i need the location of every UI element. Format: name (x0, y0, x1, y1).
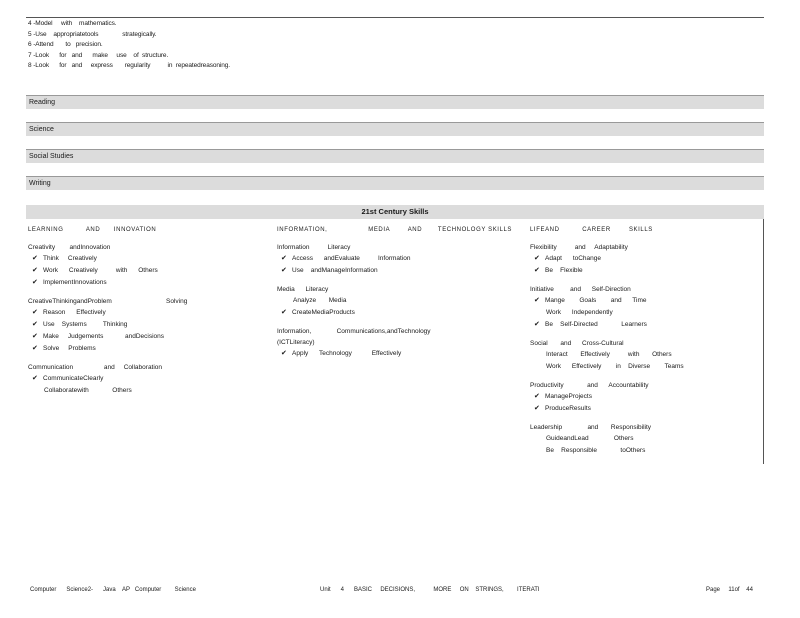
column-title: INFORMATION, MEDIA AND TECHNOLOGY SKILLS (277, 227, 513, 233)
skills-header: 21st Century Skills (26, 205, 764, 219)
skills-column-information (277, 224, 522, 367)
skill-group (530, 380, 760, 415)
skill-item (28, 319, 268, 331)
skill-item (530, 319, 760, 331)
skill-group (530, 284, 760, 331)
skill-item-text: Be Self-Directed Learners (545, 321, 647, 328)
skill-item (277, 265, 522, 277)
skill-item (28, 307, 268, 319)
practice-line: 7 -Look for and make use of structure. (28, 51, 169, 59)
checkmark-icon: ✔ (534, 267, 540, 274)
skill-group-title: Communication and Collaboration (28, 364, 163, 371)
checkmark-icon: ✔ (281, 267, 287, 274)
skill-item-text: CommunicateClearly (43, 375, 104, 382)
skill-item (28, 385, 268, 397)
skill-item (28, 253, 268, 265)
section-bar: Reading (26, 95, 764, 109)
checkmark-icon: ✔ (281, 309, 287, 316)
skill-item-text: Work Independently (546, 309, 613, 316)
skill-group (530, 422, 760, 457)
skill-item-text: Solve Problems (43, 345, 96, 352)
skill-item-text: Collaboratewith Others (44, 387, 132, 394)
checkmark-icon: ✔ (534, 321, 540, 328)
section-spacer (26, 163, 764, 176)
checkmark-icon: ✔ (534, 297, 540, 304)
checkmark-icon: ✔ (534, 255, 540, 262)
skill-item-text: Mange Goals and Time (545, 297, 647, 304)
skill-item (28, 277, 268, 289)
skill-item (277, 307, 522, 319)
column-title: LIFEAND CAREER SKILLS (530, 227, 653, 233)
checkmark-icon: ✔ (32, 309, 38, 316)
practice-line: 4 -Model with mathematics. (28, 20, 117, 27)
column-title: LEARNING AND INNOVATION (28, 227, 157, 233)
checkmark-icon: ✔ (32, 321, 38, 328)
practice-line: 6 -Attend to precision. (28, 41, 103, 48)
skill-item (530, 403, 760, 415)
top-rule (26, 17, 764, 18)
skill-group (28, 362, 268, 397)
skill-group (28, 242, 268, 289)
skill-item (530, 445, 760, 457)
skill-item-text: Make Judgements andDecisions (43, 333, 165, 340)
skills-column-life-career (530, 224, 760, 464)
skill-group-title: Productivity and Accountability (530, 382, 649, 389)
skill-item-text: Think Creatively (43, 255, 97, 262)
skill-group-title: Social and Cross-Cultural (530, 340, 624, 347)
section-bar: Science (26, 122, 764, 136)
checkmark-icon: ✔ (32, 267, 38, 274)
skill-group-title: Flexibility and Adaptability (530, 244, 628, 251)
skill-item-text: Reason Effectively (43, 309, 106, 316)
practice-line: 8 -Look for and express regularity in repeatedreasoning. (28, 62, 230, 69)
skill-item (28, 373, 268, 385)
section-spacer (26, 190, 764, 203)
checkmark-icon: ✔ (32, 255, 38, 262)
checkmark-icon: ✔ (32, 375, 38, 382)
skill-item (530, 253, 760, 265)
skill-group-title: Media Literacy (277, 286, 329, 293)
skill-item (530, 361, 760, 373)
skill-item (277, 253, 522, 265)
right-border-line (763, 219, 764, 464)
skill-item (277, 348, 522, 360)
checkmark-icon: ✔ (534, 393, 540, 400)
skill-item (530, 295, 760, 307)
skill-group-title: Information Literacy (277, 244, 351, 251)
skill-item (277, 295, 522, 307)
skill-group (28, 296, 268, 355)
skill-item-text: Adapt toChange (545, 255, 602, 262)
skill-item-text: Access andEvaluate Information (292, 255, 411, 262)
skill-item (530, 349, 760, 361)
skill-item-text: CreateMediaProducts (292, 309, 355, 316)
footer-unit: Unit 4 BASIC DECISIONS, MORE ON STRINGS, ITERATI (320, 587, 540, 593)
skill-item (530, 391, 760, 403)
checkmark-icon: ✔ (534, 405, 540, 412)
skills-column-learning (28, 224, 268, 404)
skill-group (530, 338, 760, 373)
skill-item-text: Be Flexible (545, 267, 583, 274)
skill-item (28, 265, 268, 277)
skill-item (28, 343, 268, 355)
section-spacer (26, 136, 764, 149)
skill-item-text: Use Systems Thinking (43, 321, 128, 328)
skill-item-text: Be Responsible toOthers (546, 447, 646, 454)
section-bar: Social Studies (26, 149, 764, 163)
skill-item (530, 433, 760, 445)
skill-group-title: CreativeThinkingandProblem Solving (28, 298, 188, 305)
skill-item-text: ImplementInnovations (43, 279, 107, 286)
skill-item-text: GuideandLead Others (546, 435, 634, 442)
footer-course: Computer Science2- Java AP Computer Science (30, 587, 196, 593)
skill-group (277, 242, 522, 277)
checkmark-icon: ✔ (32, 345, 38, 352)
skill-group-title: Creativity andInnovation (28, 244, 111, 251)
skill-group (530, 242, 760, 277)
section-spacer (26, 109, 764, 122)
checkmark-icon: ✔ (281, 255, 287, 262)
checkmark-icon: ✔ (32, 279, 38, 286)
subject-sections (26, 95, 764, 203)
skill-item-text: Use andManageInformation (292, 267, 378, 274)
skill-item (28, 331, 268, 343)
skill-group-title: Initiative and Self-Direction (530, 286, 631, 293)
skill-item (530, 307, 760, 319)
skill-item-text: Interact Effectively with Others (546, 351, 672, 358)
skill-item-text: Apply Technology Effectively (292, 350, 402, 357)
skill-item-text: ProduceResults (545, 405, 591, 412)
checkmark-icon: ✔ (32, 333, 38, 340)
skill-item-text: Work Effectively in Diverse Teams (546, 363, 684, 370)
skill-group-title: Information, Communications,andTechnology (ICTLiteracy) (277, 328, 431, 346)
checkmark-icon: ✔ (281, 350, 287, 357)
skill-item-text: ManageProjects (545, 393, 592, 400)
practice-line: 5 -Use appropriatetools strategically. (28, 30, 157, 38)
skill-item (530, 265, 760, 277)
skill-item-text: Work Creatively with Others (43, 267, 158, 274)
footer-page-number: Page 11of 44 (706, 587, 753, 593)
skill-item-text: Analyze Media (293, 297, 347, 304)
skill-group-title: Leadership and Responsibility (530, 424, 652, 431)
skill-group (277, 326, 522, 360)
section-bar: Writing (26, 176, 764, 190)
math-practices-list (28, 19, 230, 72)
skill-group (277, 284, 522, 319)
